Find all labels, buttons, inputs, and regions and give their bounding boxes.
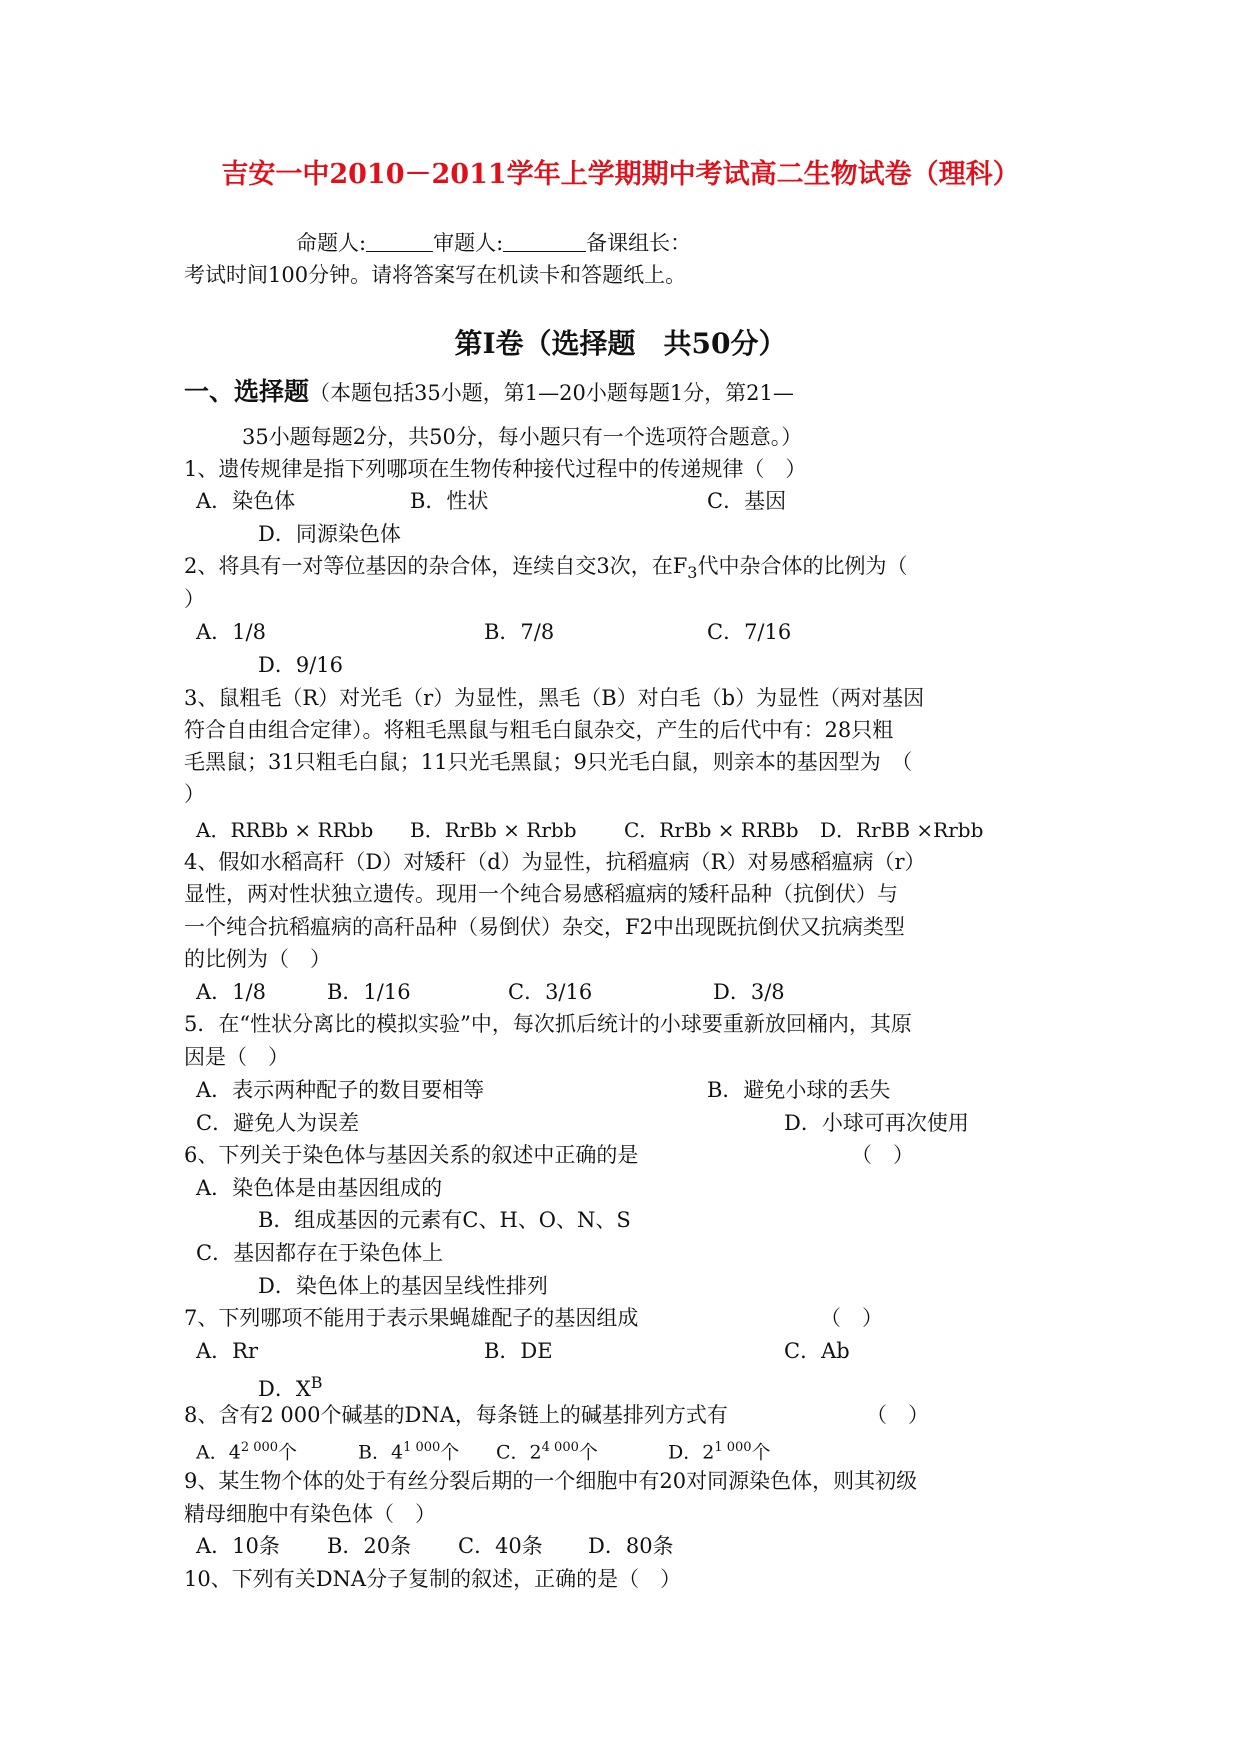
q8-option-b-base: B．4: [358, 1441, 404, 1464]
section-title: 第Ⅰ卷（选择题 共50分）: [454, 327, 787, 360]
q2-option-b: B．7/8: [484, 620, 555, 644]
part-heading-line: [184, 378, 794, 407]
q3-option-c: C．RrBb × RRBb: [624, 818, 799, 842]
group-leader-label: 备课组长：: [586, 231, 692, 255]
q8-option-a-exponent: 2 000: [240, 1440, 279, 1455]
q7-option-d-base: D．X: [258, 1377, 311, 1401]
q8-answer-paren: （ ）: [866, 1403, 929, 1427]
q7-option-c: C．Ab: [784, 1339, 850, 1363]
proposer-blank: [366, 231, 433, 252]
q1-option-b: B．性状: [410, 489, 489, 513]
q5-option-b: B．避免小球的丢失: [707, 1078, 891, 1102]
q8-stem: 8、含有2 000个碱基的DNA，每条链上的碱基排列方式有: [184, 1403, 728, 1427]
q8-option-d-unit: 个: [751, 1441, 771, 1464]
q10-stem: 10、下列有关DNA分子复制的叙述，正确的是（ ）: [184, 1567, 682, 1591]
q3-option-b: B．RrBb × Rrbb: [410, 818, 577, 842]
q8-option-c-base: C．2: [496, 1441, 542, 1464]
part-desc-2: 35小题每题2分，共50分，每小题只有一个选项符合题意。）: [242, 425, 803, 449]
q9-line-2: 精母细胞中有染色体（ ）: [184, 1502, 436, 1526]
q6-answer-paren: （ ）: [851, 1143, 914, 1167]
q7-option-a: A．Rr: [196, 1339, 259, 1363]
q3-option-a: A．RRBb × RRbb: [196, 818, 374, 842]
q9-line-1: 9、某生物个体的处于有丝分裂后期的一个细胞中有20对同源染色体，则其初级: [184, 1469, 918, 1493]
q3-line-1: 3、鼠粗毛（R）对光毛（r）为显性，黑毛（B）对白毛（b）为显性（两对基因: [184, 686, 925, 710]
q4-option-a: A．1/8: [196, 980, 266, 1004]
part-desc-1: （本题包括35小题，第1—20小题每题1分，第21—: [309, 381, 794, 405]
proposer-label: 命题人:: [296, 231, 367, 255]
q1-option-a: A．染色体: [196, 489, 296, 513]
part-heading: 一、选择题: [184, 377, 310, 406]
q3-line-4: ）: [184, 782, 205, 806]
q2-stem-text-2: 代中杂合体的比例为（: [697, 554, 908, 578]
q6-option-a: A．染色体是由基因组成的: [196, 1176, 443, 1200]
q2-option-d: D．9/16: [258, 653, 343, 677]
q9-option-b: B．20条: [327, 1534, 412, 1558]
q2-option-c: C．7/16: [707, 620, 792, 644]
q8-option-d: [668, 1434, 771, 1466]
exam-instructions: 考试时间100分钟。请将答案写在机读卡和答题纸上。: [184, 263, 687, 287]
q5-option-d: D．小球可再次使用: [784, 1111, 969, 1135]
q9-option-a: A．10条: [196, 1534, 280, 1558]
q5-line-2: 因是（ ）: [184, 1045, 289, 1069]
q9-option-c: C．40条: [458, 1534, 543, 1558]
q4-line-3: 一个纯合抗稻瘟病的高秆品种（易倒伏）杂交，F2中出现既抗倒伏又抗病类型: [184, 915, 905, 939]
q3-line-3: 毛黑鼠；31只粗毛白鼠；11只光毛黑鼠；9只光毛白鼠，则亲本的基因型为 （: [184, 750, 913, 774]
q5-line-1: 5．在“性状分离比的模拟实验”中，每次抓后统计的小球要重新放回桶内，其原: [184, 1012, 912, 1036]
q8-option-a-unit: 个: [278, 1441, 298, 1464]
q4-line-2: 显性，两对性状独立遗传。现用一个纯合易感稻瘟病的矮秆品种（抗倒伏）与: [184, 882, 898, 906]
q8-option-a: [196, 1434, 297, 1466]
q4-line-4: 的比例为（ ）: [184, 947, 331, 971]
q8-option-a-base: A．4: [196, 1441, 241, 1464]
q1-option-c: C．基因: [707, 489, 787, 513]
q8-option-b: [358, 1434, 459, 1466]
q8-option-d-base: D．2: [668, 1441, 715, 1464]
q2-subscript: 3: [687, 563, 698, 583]
q7-option-d: [258, 1369, 323, 1403]
q3-line-2: 符合自由组合定律）。将粗毛黑鼠与粗毛白鼠杂交，产生的后代中有：28只粗: [184, 718, 894, 742]
q1-stem: 1、遗传规律是指下列哪项在生物传种接代过程中的传递规律（ ）: [184, 457, 807, 481]
q6-option-c: C．基因都存在于染色体上: [196, 1241, 444, 1265]
q1-option-d: D．同源染色体: [258, 522, 401, 546]
reviewer-blank: [503, 231, 586, 252]
q2-stem-2: ）: [184, 587, 205, 611]
q3-option-d: D．RrBB ×Rrbb: [820, 818, 984, 842]
q2-stem-text: 2、将具有一对等位基因的杂合体，连续自交3次，在F: [184, 554, 688, 578]
q8-option-d-exponent: 1 000: [714, 1440, 752, 1455]
q4-option-c: C．3/16: [508, 980, 593, 1004]
q7-stem: 7、下列哪项不能用于表示果蝇雄配子的基因组成: [184, 1306, 639, 1330]
q6-option-d: D．染色体上的基因呈线性排列: [258, 1274, 548, 1298]
q7-option-b: B．DE: [484, 1339, 553, 1363]
q9-option-d: D．80条: [588, 1534, 674, 1558]
q5-option-c: C．避免人为误差: [196, 1111, 360, 1135]
q8-option-b-unit: 个: [440, 1441, 460, 1464]
q8-option-c: [496, 1434, 598, 1466]
q2-stem: [184, 552, 907, 587]
q8-option-c-exponent: 4 000: [541, 1440, 579, 1455]
q6-stem: 6、下列关于染色体与基因关系的叙述中正确的是: [184, 1143, 639, 1167]
q4-option-d: D．3/8: [713, 980, 785, 1004]
q5-option-a: A．表示两种配子的数目要相等: [196, 1078, 485, 1102]
reviewer-label: 审题人:: [433, 231, 504, 255]
q8-option-b-exponent: 1 000: [403, 1440, 441, 1455]
q6-option-b: B．组成基因的元素有C、H、O、N、S: [258, 1208, 631, 1232]
q4-line-1: 4、假如水稻高秆（D）对矮秆（d）为显性，抗稻瘟病（R）对易感稻瘟病（r）: [184, 850, 926, 874]
exam-title: 吉安一中2010－2011学年上学期期中考试高二生物试卷（理科）: [221, 159, 1020, 190]
q2-option-a: A．1/8: [196, 620, 266, 644]
q4-option-b: B．1/16: [327, 980, 411, 1004]
q7-option-d-superscript: B: [310, 1373, 323, 1392]
q8-option-c-unit: 个: [578, 1441, 598, 1464]
setters-line: [296, 229, 691, 257]
q7-answer-paren: （ ）: [820, 1306, 883, 1330]
